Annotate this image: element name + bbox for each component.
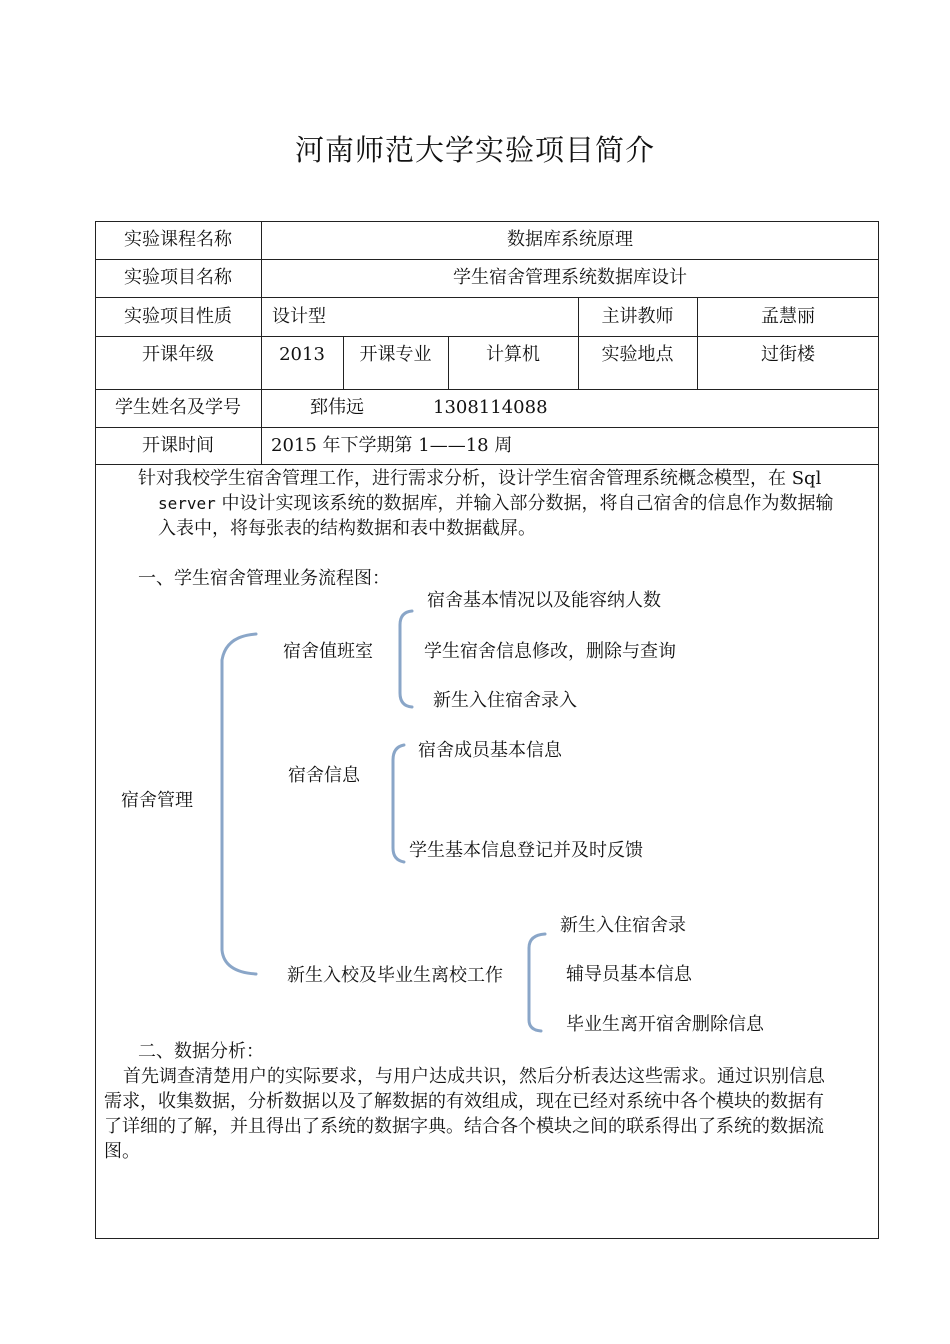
analysis-line-3: 了详细的了解，并且得出了系统的数据字典。结合各个模块之间的联系得出了系统的数据流	[104, 1116, 824, 1137]
section-1-heading: 一、学生宿舍管理业务流程图：	[138, 568, 390, 589]
place-label: 实验地点	[601, 344, 674, 365]
time-value: 2015 年下学期第 1——18 周	[271, 435, 513, 456]
student-name: 郅伟远	[310, 397, 364, 418]
flow-branch1-item: 宿舍基本情况以及能容纳人数	[427, 590, 661, 611]
intro-line-1: 针对我校学生宿舍管理工作，进行需求分析，设计学生宿舍管理系统概念模型，在 Sql	[138, 468, 822, 489]
row-divider	[95, 464, 879, 465]
grade-label: 开课年级	[142, 344, 214, 365]
course-value: 数据库系统原理	[507, 229, 633, 250]
intro-code-word: server	[158, 494, 216, 513]
flow-branch1-label: 宿舍值班室	[283, 641, 373, 662]
teacher-value: 孟慧丽	[761, 306, 815, 327]
row-divider	[95, 297, 879, 298]
time-label: 开课时间	[142, 435, 214, 456]
flow-branch3-item: 毕业生离开宿舍删除信息	[566, 1014, 764, 1035]
row-divider	[95, 259, 879, 260]
student-label: 学生姓名及学号	[115, 397, 241, 418]
course-label: 实验课程名称	[124, 229, 232, 250]
place-value: 过街楼	[761, 344, 815, 365]
analysis-line-2: 需求，收集数据，分析数据以及了解数据的有效组成，现在已经对系统中各个模块的数据有	[104, 1091, 824, 1112]
teacher-label: 主讲教师	[601, 306, 674, 327]
flow-root-label: 宿舍管理	[121, 790, 193, 811]
analysis-line-4: 图。	[104, 1141, 140, 1162]
nature-value: 设计型	[272, 306, 326, 327]
nature-label: 实验项目性质	[124, 306, 232, 327]
major-label: 开课专业	[359, 344, 432, 365]
intro-line-3: 入表中，将每张表的结构数据和表中数据截屏。	[158, 518, 536, 539]
major-value: 计算机	[486, 344, 540, 365]
intro-line-2-text: 中设计实现该系统的数据库，并输入部分数据，将自己宿舍的信息作为数据输	[215, 493, 834, 514]
row-divider	[95, 336, 879, 337]
flow-branch1-item: 学生宿舍信息修改，删除与查询	[424, 641, 676, 662]
student-id: 1308114088	[433, 397, 548, 418]
project-value: 学生宿舍管理系统数据库设计	[453, 267, 687, 288]
flow-branch3-item: 辅导员基本信息	[566, 964, 692, 985]
page-title: 河南师范大学实验项目简介	[294, 133, 655, 167]
flow-branch2-item: 学生基本信息登记并及时反馈	[409, 840, 643, 861]
flow-branch3-label: 新生入校及毕业生离校工作	[287, 965, 503, 986]
intro-line-2	[158, 491, 834, 516]
row-divider	[95, 427, 879, 428]
flow-branch2-item: 宿舍成员基本信息	[418, 740, 562, 761]
project-label: 实验项目名称	[124, 267, 232, 288]
flow-branch1-item: 新生入住宿舍录入	[433, 690, 577, 711]
analysis-line-1: 首先调查清楚用户的实际要求，与用户达成共识，然后分析表达这些需求。通过识别信息	[123, 1066, 825, 1087]
flow-branch2-label: 宿舍信息	[288, 765, 360, 786]
section-2-heading: 二、数据分析：	[138, 1041, 264, 1062]
flow-branch3-item: 新生入住宿舍录	[560, 915, 686, 936]
grade-value: 2013	[279, 344, 325, 365]
row-divider	[95, 389, 879, 390]
